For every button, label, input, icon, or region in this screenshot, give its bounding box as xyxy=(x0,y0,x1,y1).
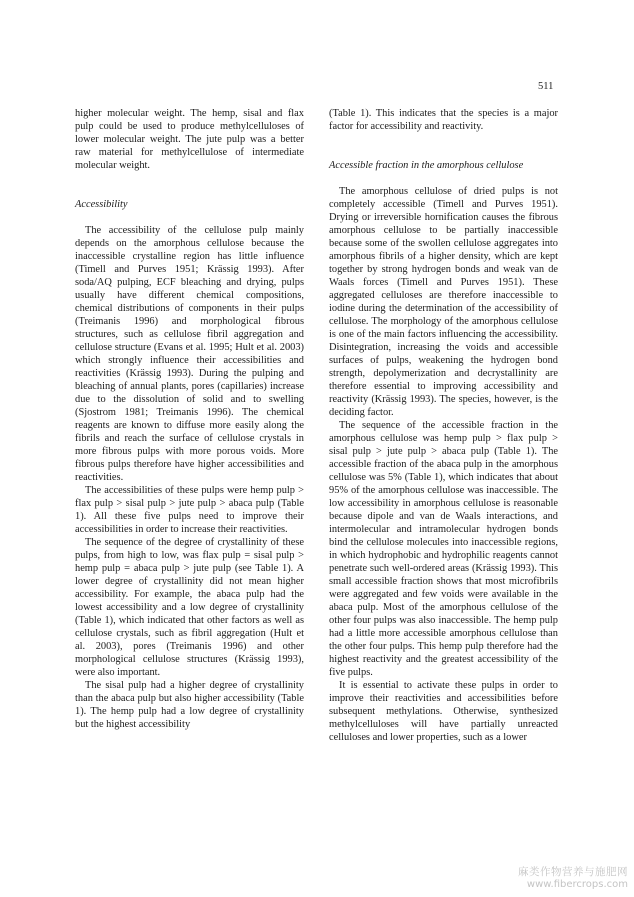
right-paragraph-2: The sequence of the accessible fraction in the amorphous cellulose was hemp pulp > flax pulp > sisal pulp > jute pulp > abaca pulp (Table 1). The accessible fraction of the abaca pulp in the amorphous cellulose was 5% (Table 1), which indicates that about 95% of the amorphous cellulose was inaccessible. The low accessibility in amorphous cellulose is reasonable because dipole and van de Waals interactions, and intermolecular and intramolecular hydrogen bonds bind the cellulose molecules into inaccessible regions, in which hydrophobic and hydrophilic reagents cannot penetrate such well-ordered areas (Krässig 1993). This small accessible fraction shows that most microfibrils were aggregated and few voids were available in the abaca pulp. Most of the amorphous cellulose of the other four pulps was also inaccessible. The hemp pulp had a little more accessible amorphous cellulose than the other four pulps. This hemp pulp therefore had the highest reactivity and the greatest accessibility of the five pulps. xyxy=(329,420,558,678)
right-column xyxy=(329,107,558,744)
right-paragraph-1: The amorphous cellulose of dried pulps is not completely accessible (Timell and Purves 1951). Drying or irreversible hornification causes the fibrous amorphous cellulose to be partially inaccessible because some of the swollen cellulose aggregates into amorphous fibrils of a higher density, which are kept together by strong hydrogen bonds and weak van de Waals forces (Timell and Purves 1951). These aggregated celluloses are therefore inaccessible to iodine during the determination of the accessibility of cellulose. The morphology of the amorphous cellulose is one of the main factors influencing the accessibility. Disintegration, increasing the voids and accessible surfaces of pulps, weakening the hydrogen bond strength, depolymerization and decrystallinity are therefore essential to improving accessibility and reactivity (Krässig 1993). The species, however, is the deciding factor. xyxy=(329,186,558,418)
section-heading-accessibility: Accessibility xyxy=(75,199,128,210)
section-heading-accessible-fraction: Accessible fraction in the amorphous cellulose xyxy=(329,160,524,171)
page-number: 511 xyxy=(538,81,554,92)
watermark-text: 麻类作物营养与施肥网 xyxy=(518,866,628,878)
watermark-url: www.fibercrops.com xyxy=(526,879,628,890)
right-intro-paragraph: (Table 1). This indicates that the species is a major factor for accessibility and reactivity. xyxy=(329,108,558,132)
right-paragraph-3: It is essential to activate these pulps in order to improve their reactivities and accessibilities before subsequent methylations. Otherwise, synthesized methylcelluloses will have partially unreacted celluloses and lower properties, such as a lower xyxy=(329,680,558,743)
left-paragraph-4: The sisal pulp had a higher degree of crystallinity than the abaca pulp but also higher accessibility (Table 1). The hemp pulp had a low degree of crystallinity but the highest accessibility xyxy=(75,680,304,730)
left-paragraph-2: The accessibilities of these pulps were hemp pulp > flax pulp > sisal pulp > jute pulp > abaca pulp (Table 1). All these five pulps need to improve their accessibilities in order to increase their reactivities. xyxy=(75,485,304,535)
left-paragraph-3: The sequence of the degree of crystallinity of these pulps, from high to low, was flax pulp = sisal pulp > hemp pulp = abaca pulp > jute pulp (see Table 1). A lower degree of crystallinity did not mean higher accessibility. For example, the abaca pulp had the lowest accessibility and a low degree of crystallinity (Table 1), which indicated that other factors as well as cellulose crystals, such as fibril aggregation (Hult et al. 2003), pores (Treimanis 1996) and other morphological cellulose structures (Krässig 1993), were also important. xyxy=(75,537,304,678)
left-paragraph-1: The accessibility of the cellulose pulp mainly depends on the amorphous cellulose because the inaccessible crystalline region has little influence (Timell and Purves 1951; Krässig 1993). After soda/AQ pulping, ECF bleaching and drying, pulps usually have different chemical compositions, chemical distributions of components in their pulps (Treimanis 1996) and morphological fibrous structures, such as cellulose fibril aggregation and cellulose structure (Evans et al. 1995; Hult et al. 2003) which strongly influence their accessibilities and reactivities (Krässig 1993). During the pulping and bleaching of annual plants, pores (capillaries) increase due to the dissolution of solid and to swelling (Sjostrom 1981; Treimanis 1996). The chemical reagents are known to diffuse more easily along the fibrils and reach the surface of cellulose crystals in more fibrous pulps with more porous voids. More fibrous pulps therefore have higher accessibilities and reactivities. xyxy=(75,225,304,483)
site-watermark xyxy=(518,866,628,891)
left-intro-paragraph: higher molecular weight. The hemp, sisal and flax pulp could be used to produce methylcelluloses of lower molecular weight. The jute pulp was a better raw material for methylcellulose of intermediate molecular weight. xyxy=(75,108,304,171)
left-column xyxy=(75,107,304,731)
